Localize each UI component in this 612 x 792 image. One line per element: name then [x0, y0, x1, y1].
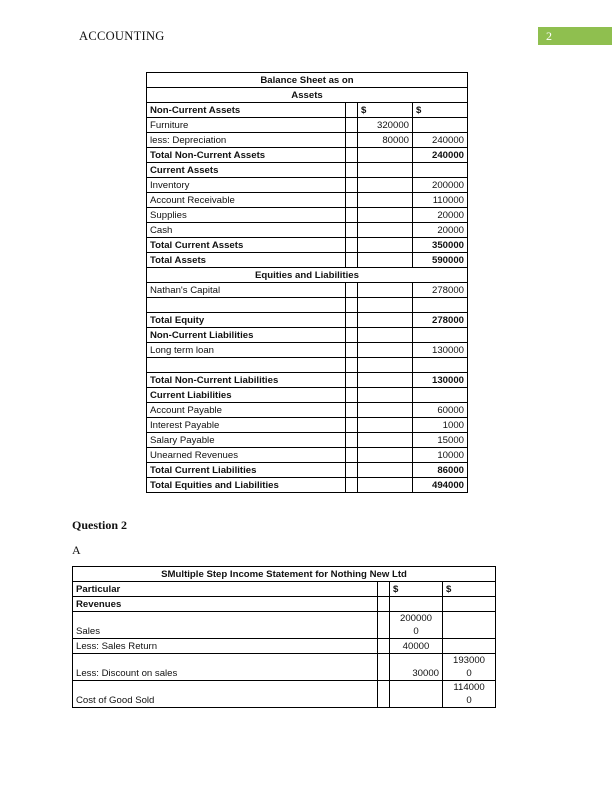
- cell-value: 86000: [413, 463, 468, 478]
- cell-value: 494000: [413, 478, 468, 493]
- table-row: [147, 433, 468, 448]
- table-row: [147, 403, 468, 418]
- cell-value-line: 0: [466, 668, 472, 679]
- row-label: Sales: [73, 612, 378, 639]
- row-label: Account Payable: [147, 403, 346, 418]
- table-row: [147, 373, 468, 388]
- row-label: Current Liabilities: [147, 388, 346, 403]
- cell-value-line: 0: [413, 626, 419, 637]
- cell-value: 130000: [413, 343, 468, 358]
- table-row: [147, 358, 468, 373]
- cell-value: 20000: [413, 208, 468, 223]
- table-row: [147, 463, 468, 478]
- row-label: Inventory: [147, 178, 346, 193]
- table-row: [147, 118, 468, 133]
- question-heading: Question 2: [72, 518, 128, 532]
- cell-value-line: 114000: [453, 682, 485, 693]
- row-label: Interest Payable: [147, 418, 346, 433]
- cell-value: 15000: [413, 433, 468, 448]
- currency-header: $: [443, 582, 496, 597]
- row-label: Furniture: [147, 118, 346, 133]
- table-row: [73, 597, 496, 612]
- page-number-badge: 2: [538, 27, 612, 45]
- table-row: [147, 283, 468, 298]
- cell-value: 590000: [413, 253, 468, 268]
- table-row: [147, 343, 468, 358]
- row-label: Total Non-Current Assets: [147, 148, 346, 163]
- question-subpart: A: [72, 543, 81, 557]
- table-row: [147, 193, 468, 208]
- cell-value-line: 200000: [399, 613, 432, 624]
- table-row: [147, 238, 468, 253]
- table-row: [147, 328, 468, 343]
- table-row: [73, 612, 496, 639]
- cell-value: 200000: [413, 178, 468, 193]
- table-row: [147, 223, 468, 238]
- cell-value: 278000: [413, 313, 468, 328]
- cell-value: 130000: [413, 373, 468, 388]
- table-row: [73, 654, 496, 681]
- table-row: [147, 298, 468, 313]
- table-row: [73, 639, 496, 654]
- row-label: Salary Payable: [147, 433, 346, 448]
- row-label: Non-Current Liabilities: [147, 328, 346, 343]
- currency-header: $: [390, 582, 443, 597]
- row-label: Unearned Revenues: [147, 448, 346, 463]
- table-row: [147, 178, 468, 193]
- cell-value: 1000: [413, 418, 468, 433]
- table-row: [147, 313, 468, 328]
- income-statement-table: [72, 566, 496, 708]
- table-row: [73, 582, 496, 597]
- row-label: Less: Sales Return: [73, 639, 378, 654]
- cell-value: 320000: [358, 118, 413, 133]
- row-label: Total Assets: [147, 253, 346, 268]
- table-row: [147, 103, 468, 118]
- cell-value: 350000: [413, 238, 468, 253]
- row-label: Total Current Liabilities: [147, 463, 346, 478]
- cell-value: [443, 654, 496, 681]
- cell-value: 20000: [413, 223, 468, 238]
- table-row: [147, 388, 468, 403]
- row-label: Total Equities and Liabilities: [147, 478, 346, 493]
- cell-value: 240000: [413, 148, 468, 163]
- table-row: [73, 681, 496, 708]
- table-row: [147, 253, 468, 268]
- row-label: Cash: [147, 223, 346, 238]
- cell-value: 10000: [413, 448, 468, 463]
- cell-value: [443, 681, 496, 708]
- income-statement-title: SMultiple Step Income Statement for Nothing New Ltd: [73, 567, 496, 582]
- equities-heading: Equities and Liabilities: [147, 268, 468, 283]
- cell-value: 30000: [390, 654, 443, 681]
- row-label: Nathan's Capital: [147, 283, 346, 298]
- row-label: Current Assets: [147, 163, 346, 178]
- balance-sheet-title: Balance Sheet as on: [147, 73, 468, 88]
- table-row: [147, 478, 468, 493]
- cell-value: 80000: [358, 133, 413, 148]
- row-label: Particular: [73, 582, 378, 597]
- row-label: Non-Current Assets: [147, 103, 346, 118]
- cell-value: 110000: [413, 193, 468, 208]
- table-row: [147, 148, 468, 163]
- currency-header: $: [413, 103, 468, 118]
- cell-value: [390, 612, 443, 639]
- row-label: Supplies: [147, 208, 346, 223]
- row-label: Total Non-Current Liabilities: [147, 373, 346, 388]
- row-label: Less: Discount on sales: [73, 654, 378, 681]
- row-label: Account Receivable: [147, 193, 346, 208]
- table-row: [147, 448, 468, 463]
- balance-sheet-table: [146, 72, 468, 493]
- table-row: [147, 208, 468, 223]
- row-label: Total Equity: [147, 313, 346, 328]
- cell-value-line: 0: [466, 695, 472, 706]
- cell-value: 60000: [413, 403, 468, 418]
- assets-heading: Assets: [147, 88, 468, 103]
- row-label: Cost of Good Sold: [73, 681, 378, 708]
- row-label: Revenues: [73, 597, 378, 612]
- currency-header: $: [358, 103, 413, 118]
- row-label: Total Current Assets: [147, 238, 346, 253]
- cell-value: 240000: [413, 133, 468, 148]
- cell-value-line: 193000: [453, 655, 486, 666]
- table-row: [147, 133, 468, 148]
- cell-value: 278000: [413, 283, 468, 298]
- table-row: [147, 418, 468, 433]
- row-label: Long term loan: [147, 343, 346, 358]
- row-label: less: Depreciation: [147, 133, 346, 148]
- table-row: [147, 163, 468, 178]
- running-header-title: ACCOUNTING: [79, 29, 165, 43]
- cell-value: 40000: [390, 639, 443, 654]
